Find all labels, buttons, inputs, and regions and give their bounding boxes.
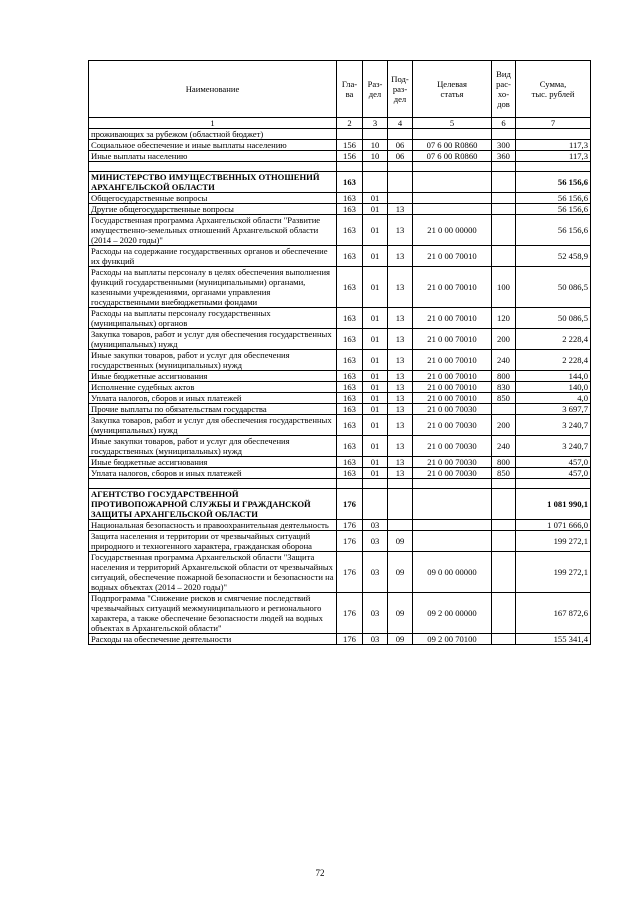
row-glava: 163	[337, 382, 363, 393]
row-vid	[492, 531, 516, 552]
empty-cell	[413, 479, 492, 489]
row-glava: 163	[337, 204, 363, 215]
row-target: 09 2 00 70100	[413, 634, 492, 645]
row-target	[413, 193, 492, 204]
row-podrazdel: 09	[388, 593, 413, 634]
row-vid: 800	[492, 371, 516, 382]
row-glava: 163	[337, 308, 363, 329]
spacer-row	[89, 479, 591, 489]
row-vid: 300	[492, 140, 516, 151]
row-sum: 457,0	[516, 457, 591, 468]
column-number: 7	[516, 118, 591, 129]
row-sum: 117,3	[516, 140, 591, 151]
table-row	[89, 308, 591, 329]
row-glava: 163	[337, 172, 363, 193]
row-razdel	[363, 172, 388, 193]
empty-cell	[516, 162, 591, 172]
row-razdel: 01	[363, 350, 388, 371]
table-row	[89, 382, 591, 393]
row-glava: 176	[337, 634, 363, 645]
row-glava: 163	[337, 468, 363, 479]
row-razdel: 03	[363, 552, 388, 593]
row-target	[413, 129, 492, 140]
row-name: Расходы на выплаты персоналу государственных (муниципальных) органов	[89, 308, 337, 329]
row-razdel: 01	[363, 193, 388, 204]
row-target: 09 0 00 00000	[413, 552, 492, 593]
row-vid	[492, 404, 516, 415]
row-razdel: 01	[363, 415, 388, 436]
row-target: 21 0 00 70030	[413, 468, 492, 479]
row-podrazdel: 13	[388, 204, 413, 215]
row-target: 21 0 00 70010	[413, 382, 492, 393]
row-glava: 163	[337, 371, 363, 382]
row-podrazdel: 13	[388, 415, 413, 436]
row-target: 21 0 00 70030	[413, 404, 492, 415]
table-row	[89, 457, 591, 468]
row-target	[413, 531, 492, 552]
header-target: Целевая статья	[413, 61, 492, 118]
row-podrazdel	[388, 172, 413, 193]
header-podrazdel: Под- раз- дел	[388, 61, 413, 118]
row-razdel: 01	[363, 246, 388, 267]
row-glava: 163	[337, 404, 363, 415]
row-name: Государственная программа Архангельской области "Защита населения и территорий Архангельской области от чрезвычайных ситуаций, обеспечение пожарной безопасности и безопасности на водных объектах (2014 – 2020 годы)"	[89, 552, 337, 593]
row-vid	[492, 520, 516, 531]
row-target	[413, 489, 492, 520]
table-row	[89, 531, 591, 552]
table-row	[89, 204, 591, 215]
row-vid: 240	[492, 436, 516, 457]
row-target: 21 0 00 70010	[413, 267, 492, 308]
row-podrazdel: 13	[388, 215, 413, 246]
row-name: Иные бюджетные ассигнования	[89, 457, 337, 468]
row-glava: 176	[337, 593, 363, 634]
row-razdel: 03	[363, 593, 388, 634]
row-vid: 120	[492, 308, 516, 329]
row-sum: 457,0	[516, 468, 591, 479]
row-name: Закупка товаров, работ и услуг для обеспечения государственных (муниципальных) нужд	[89, 415, 337, 436]
table-row	[89, 415, 591, 436]
row-target: 21 0 00 70010	[413, 371, 492, 382]
table-row	[89, 593, 591, 634]
row-name: Подпрограмма "Снижение рисков и смягчение последствий чрезвычайных ситуаций межмуниципального и регионального характера, а также обеспечение безопасности людей на водных объектах в Архангельской области"	[89, 593, 337, 634]
row-name: Иные закупки товаров, работ и услуг для обеспечения государственных (муниципальных) нужд	[89, 436, 337, 457]
row-name: Закупка товаров, работ и услуг для обеспечения государственных (муниципальных) нужд	[89, 329, 337, 350]
empty-cell	[388, 162, 413, 172]
row-podrazdel: 09	[388, 531, 413, 552]
row-glava: 176	[337, 552, 363, 593]
budget-table	[88, 60, 591, 645]
row-glava: 163	[337, 329, 363, 350]
table-row	[89, 193, 591, 204]
row-podrazdel	[388, 489, 413, 520]
row-glava: 163	[337, 193, 363, 204]
row-sum: 3 240,7	[516, 436, 591, 457]
row-vid	[492, 215, 516, 246]
row-sum: 144,0	[516, 371, 591, 382]
table-row	[89, 634, 591, 645]
row-razdel: 01	[363, 204, 388, 215]
row-name: Уплата налогов, сборов и иных платежей	[89, 468, 337, 479]
row-razdel: 01	[363, 393, 388, 404]
empty-cell	[89, 479, 337, 489]
row-podrazdel	[388, 129, 413, 140]
row-target: 21 0 00 70030	[413, 415, 492, 436]
table-row	[89, 140, 591, 151]
row-name: Расходы на содержание государственных органов и обеспечение их функций	[89, 246, 337, 267]
section-header-row	[89, 489, 591, 520]
table-row	[89, 552, 591, 593]
row-vid: 240	[492, 350, 516, 371]
row-glava: 163	[337, 393, 363, 404]
table-row	[89, 520, 591, 531]
row-razdel: 03	[363, 531, 388, 552]
table-body	[89, 129, 591, 645]
row-sum: 50 086,5	[516, 267, 591, 308]
section-header-row	[89, 172, 591, 193]
row-vid: 850	[492, 468, 516, 479]
empty-cell	[492, 162, 516, 172]
row-glava: 176	[337, 520, 363, 531]
row-name: Иные бюджетные ассигнования	[89, 371, 337, 382]
row-target: 21 0 00 70010	[413, 246, 492, 267]
row-podrazdel: 13	[388, 404, 413, 415]
row-target: 07 6 00 R0860	[413, 151, 492, 162]
row-target	[413, 204, 492, 215]
row-sum: 1 071 666,0	[516, 520, 591, 531]
row-vid	[492, 552, 516, 593]
row-podrazdel: 13	[388, 246, 413, 267]
row-name: Уплата налогов, сборов и иных платежей	[89, 393, 337, 404]
row-sum: 56 156,6	[516, 204, 591, 215]
row-razdel	[363, 129, 388, 140]
column-number-row	[89, 118, 591, 129]
row-razdel: 01	[363, 457, 388, 468]
row-podrazdel	[388, 193, 413, 204]
row-sum: 4,0	[516, 393, 591, 404]
row-razdel: 01	[363, 371, 388, 382]
row-name: Прочие выплаты по обязательствам государства	[89, 404, 337, 415]
row-podrazdel: 09	[388, 552, 413, 593]
row-target: 21 0 00 00000	[413, 215, 492, 246]
row-razdel: 10	[363, 151, 388, 162]
empty-cell	[388, 479, 413, 489]
row-target: 21 0 00 70030	[413, 436, 492, 457]
row-name: Государственная программа Архангельской области "Развитие имущественно-земельных отношений Архангельской области (2014 – 2020 годы)"	[89, 215, 337, 246]
row-podrazdel: 06	[388, 151, 413, 162]
row-razdel: 01	[363, 267, 388, 308]
row-glava: 156	[337, 151, 363, 162]
row-podrazdel: 13	[388, 308, 413, 329]
row-vid: 100	[492, 267, 516, 308]
row-name: Расходы на выплаты персоналу в целях обеспечения выполнения функций государственными (муниципальными) органами, казенными учреждениями, органами управления государственными внебюджетными фондами	[89, 267, 337, 308]
row-target: 21 0 00 70030	[413, 457, 492, 468]
row-razdel: 01	[363, 382, 388, 393]
row-target	[413, 520, 492, 531]
row-vid	[492, 129, 516, 140]
row-vid	[492, 489, 516, 520]
row-name: Исполнение судебных актов	[89, 382, 337, 393]
table-row	[89, 151, 591, 162]
row-glava: 163	[337, 350, 363, 371]
table-row	[89, 468, 591, 479]
column-number: 4	[388, 118, 413, 129]
row-name: Другие общегосударственные вопросы	[89, 204, 337, 215]
row-glava: 163	[337, 457, 363, 468]
empty-cell	[337, 162, 363, 172]
header-sum: Сумма, тыс. рублей	[516, 61, 591, 118]
table-row	[89, 329, 591, 350]
row-razdel: 03	[363, 634, 388, 645]
row-vid: 200	[492, 329, 516, 350]
row-name: проживающих за рубежом (областной бюджет)	[89, 129, 337, 140]
row-sum: 2 228,4	[516, 329, 591, 350]
row-glava: 156	[337, 140, 363, 151]
row-razdel: 01	[363, 468, 388, 479]
column-number: 5	[413, 118, 492, 129]
row-razdel: 01	[363, 436, 388, 457]
header-name: Наименование	[89, 61, 337, 118]
row-glava: 163	[337, 415, 363, 436]
row-sum: 56 156,6	[516, 172, 591, 193]
row-sum: 50 086,5	[516, 308, 591, 329]
row-sum: 52 458,9	[516, 246, 591, 267]
table-row	[89, 371, 591, 382]
column-number: 2	[337, 118, 363, 129]
row-podrazdel: 13	[388, 457, 413, 468]
row-vid	[492, 172, 516, 193]
row-name: Социальное обеспечение и иные выплаты населению	[89, 140, 337, 151]
row-glava: 176	[337, 489, 363, 520]
table-header-row	[89, 61, 591, 118]
row-sum: 2 228,4	[516, 350, 591, 371]
row-sum: 1 081 990,1	[516, 489, 591, 520]
table-row	[89, 404, 591, 415]
empty-cell	[492, 479, 516, 489]
row-sum: 3 697,7	[516, 404, 591, 415]
row-podrazdel: 13	[388, 382, 413, 393]
column-number: 3	[363, 118, 388, 129]
row-razdel: 01	[363, 308, 388, 329]
header-glava: Гла- ва	[337, 61, 363, 118]
document-page	[88, 60, 590, 645]
row-podrazdel: 13	[388, 468, 413, 479]
row-name: АГЕНТСТВО ГОСУДАРСТВЕННОЙ ПРОТИВОПОЖАРНОЙ СЛУЖБЫ И ГРАЖДАНСКОЙ ЗАЩИТЫ АРХАНГЕЛЬСКОЙ ОБЛАСТИ	[89, 489, 337, 520]
row-razdel: 01	[363, 404, 388, 415]
row-razdel: 03	[363, 520, 388, 531]
row-podrazdel: 13	[388, 371, 413, 382]
column-number: 6	[492, 118, 516, 129]
row-vid	[492, 246, 516, 267]
row-sum: 117,3	[516, 151, 591, 162]
row-target: 09 2 00 00000	[413, 593, 492, 634]
row-podrazdel: 13	[388, 329, 413, 350]
row-sum: 167 872,6	[516, 593, 591, 634]
row-target: 21 0 00 70010	[413, 329, 492, 350]
row-vid	[492, 593, 516, 634]
row-sum	[516, 129, 591, 140]
row-vid: 360	[492, 151, 516, 162]
row-razdel: 10	[363, 140, 388, 151]
table-row	[89, 393, 591, 404]
empty-cell	[516, 479, 591, 489]
row-sum: 56 156,6	[516, 215, 591, 246]
table-row	[89, 246, 591, 267]
row-glava: 163	[337, 267, 363, 308]
row-sum: 199 272,1	[516, 552, 591, 593]
page-number: 72	[315, 868, 325, 878]
row-podrazdel: 09	[388, 634, 413, 645]
row-podrazdel: 06	[388, 140, 413, 151]
header-vid: Вид рас- хо- дов	[492, 61, 516, 118]
row-name: Национальная безопасность и правоохранительная деятельность	[89, 520, 337, 531]
column-number: 1	[89, 118, 337, 129]
row-sum: 56 156,6	[516, 193, 591, 204]
row-vid: 200	[492, 415, 516, 436]
row-razdel: 01	[363, 329, 388, 350]
table-row	[89, 129, 591, 140]
empty-cell	[363, 479, 388, 489]
row-glava: 163	[337, 436, 363, 457]
row-name: Общегосударственные вопросы	[89, 193, 337, 204]
row-name: Иные выплаты населению	[89, 151, 337, 162]
header-razdel: Раз- дел	[363, 61, 388, 118]
row-glava: 163	[337, 246, 363, 267]
empty-cell	[337, 479, 363, 489]
row-sum: 155 341,4	[516, 634, 591, 645]
row-razdel	[363, 489, 388, 520]
row-glava: 176	[337, 531, 363, 552]
row-name: Расходы на обеспечение деятельности	[89, 634, 337, 645]
row-target: 21 0 00 70010	[413, 393, 492, 404]
row-glava	[337, 129, 363, 140]
table-row	[89, 436, 591, 457]
row-name: МИНИСТЕРСТВО ИМУЩЕСТВЕННЫХ ОТНОШЕНИЙ АРХАНГЕЛЬСКОЙ ОБЛАСТИ	[89, 172, 337, 193]
row-vid	[492, 204, 516, 215]
row-sum: 3 240,7	[516, 415, 591, 436]
row-vid	[492, 193, 516, 204]
row-name: Защита населения и территории от чрезвычайных ситуаций природного и техногенного характера, гражданская оборона	[89, 531, 337, 552]
table-row	[89, 267, 591, 308]
row-podrazdel: 13	[388, 393, 413, 404]
row-name: Иные закупки товаров, работ и услуг для обеспечения государственных (муниципальных) нужд	[89, 350, 337, 371]
spacer-row	[89, 162, 591, 172]
row-podrazdel: 13	[388, 436, 413, 457]
row-podrazdel: 13	[388, 267, 413, 308]
row-podrazdel	[388, 520, 413, 531]
table-row	[89, 215, 591, 246]
row-target: 07 6 00 R0860	[413, 140, 492, 151]
empty-cell	[413, 162, 492, 172]
row-glava: 163	[337, 215, 363, 246]
table-row	[89, 350, 591, 371]
row-target: 21 0 00 70010	[413, 350, 492, 371]
row-sum: 199 272,1	[516, 531, 591, 552]
row-vid: 800	[492, 457, 516, 468]
row-podrazdel: 13	[388, 350, 413, 371]
row-vid	[492, 634, 516, 645]
empty-cell	[363, 162, 388, 172]
row-sum: 140,0	[516, 382, 591, 393]
row-vid: 850	[492, 393, 516, 404]
row-target: 21 0 00 70010	[413, 308, 492, 329]
empty-cell	[89, 162, 337, 172]
row-vid: 830	[492, 382, 516, 393]
row-target	[413, 172, 492, 193]
row-razdel: 01	[363, 215, 388, 246]
